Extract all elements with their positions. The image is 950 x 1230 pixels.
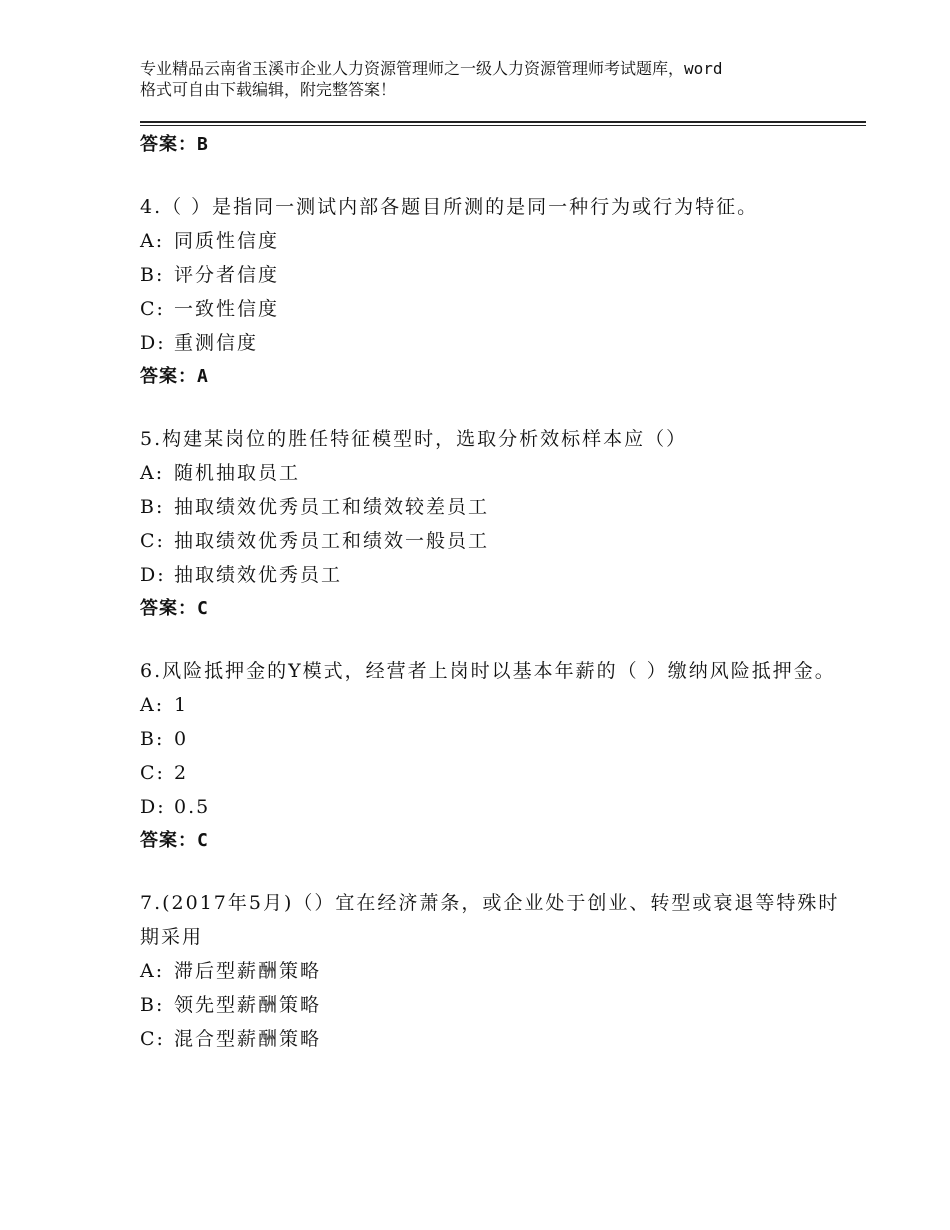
option-text: 同质性信度 <box>174 230 280 252</box>
option-d <box>140 790 840 824</box>
option-text: 2 <box>174 762 189 784</box>
option-d <box>140 326 840 360</box>
option-text: 抽取绩效优秀员工和绩效一般员工 <box>174 530 490 552</box>
option-c <box>140 1022 840 1056</box>
option-letter: D: <box>140 796 166 818</box>
option-letter: B: <box>140 994 165 1016</box>
option-letter: B: <box>140 496 165 518</box>
answer-line: 答案：C <box>140 830 209 851</box>
option-letter: B: <box>140 264 165 286</box>
option-letter: C: <box>140 298 165 320</box>
option-text: 重测信度 <box>174 332 259 354</box>
header-line-2: 格式可自由下载编辑，附完整答案！ <box>140 80 397 99</box>
option-text: 领先型薪酬策略 <box>174 994 322 1016</box>
question-stem: 6.风险抵押金的Y模式，经营者上岗时以基本年薪的（ ）缴纳风险抵押金。 <box>140 660 836 682</box>
question-stem: 5.构建某岗位的胜任特征模型时，选取分析效标样本应（） <box>140 428 688 450</box>
option-b <box>140 722 840 756</box>
header-rule-thin <box>140 125 866 126</box>
option-text: 随机抽取员工 <box>174 462 301 484</box>
option-c <box>140 292 840 326</box>
option-letter: A: <box>140 462 165 484</box>
option-text: 一致性信度 <box>174 298 280 320</box>
option-text: 混合型薪酬策略 <box>174 1028 322 1050</box>
option-text: 抽取绩效优秀员工 <box>174 564 343 586</box>
option-letter: B: <box>140 728 165 750</box>
question-4 <box>140 190 840 394</box>
option-letter: C: <box>140 1028 165 1050</box>
option-b <box>140 988 840 1022</box>
question-5 <box>140 422 840 626</box>
option-d <box>140 558 840 592</box>
page-header <box>140 58 840 100</box>
question-stem: 4.（ ）是指同一测试内部各题目所测的是同一种行为或行为特征。 <box>140 196 759 218</box>
option-text: 0 <box>174 728 189 750</box>
option-text: 抽取绩效优秀员工和绩效较差员工 <box>174 496 490 518</box>
option-c <box>140 524 840 558</box>
question-7 <box>140 886 840 1056</box>
option-text: 评分者信度 <box>174 264 280 286</box>
option-a <box>140 224 840 258</box>
option-letter: A: <box>140 230 165 252</box>
header-rule-thick <box>140 121 866 123</box>
option-letter: D: <box>140 564 166 586</box>
option-a <box>140 688 840 722</box>
question-6 <box>140 654 840 858</box>
option-text: 1 <box>174 694 189 716</box>
option-a <box>140 456 840 490</box>
header-line-1: 专业精品云南省玉溪市企业人力资源管理师之一级人力资源管理师考试题库，word <box>140 59 723 78</box>
document-body <box>140 128 840 1056</box>
option-b <box>140 258 840 292</box>
option-letter: C: <box>140 530 165 552</box>
answer-line: 答案：A <box>140 366 209 387</box>
answer-line: 答案：B <box>140 134 209 155</box>
option-text: 0.5 <box>174 796 211 818</box>
option-letter: A: <box>140 960 165 982</box>
option-b <box>140 490 840 524</box>
option-letter: D: <box>140 332 166 354</box>
option-letter: C: <box>140 762 165 784</box>
option-c <box>140 756 840 790</box>
option-text: 滞后型薪酬策略 <box>174 960 322 982</box>
option-a <box>140 954 840 988</box>
answer-line: 答案：C <box>140 598 209 619</box>
option-letter: A: <box>140 694 165 716</box>
question-stem: 7.(2017年5月)（）宜在经济萧条，或企业处于创业、转型或衰退等特殊时期采用 <box>140 892 840 948</box>
